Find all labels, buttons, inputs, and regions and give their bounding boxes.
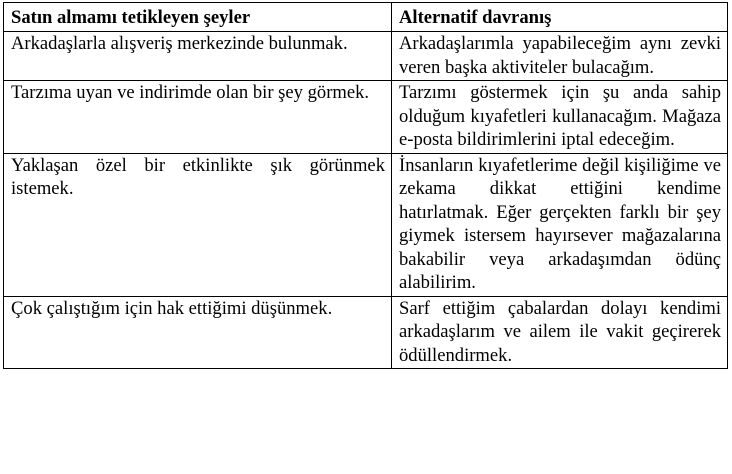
table-row [4,81,728,154]
trigger-behavior-table [3,2,728,369]
table-row [4,153,728,296]
table-row [4,296,728,369]
alternative-cell: Tarzımı göstermek için şu anda sahip olduğum kıyafetleri kullanacağım. Mağaza e-posta bildirimlerini iptal edeceğim. [392,81,728,154]
trigger-cell: Yaklaşan özel bir etkinlikte şık görünmek istemek. [4,153,392,296]
column-header-triggers: Satın almamı tetikleyen şeyler [4,3,392,32]
table-row [4,32,728,81]
alternative-cell: Arkadaşlarımla yapabileceğim aynı zevki veren başka aktiviteler bulacağım. [392,32,728,81]
trigger-cell: Tarzıma uyan ve indirimde olan bir şey görmek. [4,81,392,154]
header-row [4,3,728,32]
trigger-cell: Çok çalıştığım için hak ettiğimi düşünmek. [4,296,392,369]
trigger-cell: Arkadaşlarla alışveriş merkezinde bulunmak. [4,32,392,81]
alternative-cell: Sarf ettiğim çabalardan dolayı kendimi arkadaşlarım ve ailem ile vakit geçirerek ödüllendirmek. [392,296,728,369]
alternative-cell: İnsanların kıyafetlerime değil kişiliğime ve zekama dikkat ettiğini kendime hatırlatmak. Eğer gerçekten farklı bir şey giymek istersem hayırsever mağazalarına bakabilir veya arkadaşımdan ödünç alabilirim. [392,153,728,296]
column-header-alternative: Alternatif davranış [392,3,728,32]
